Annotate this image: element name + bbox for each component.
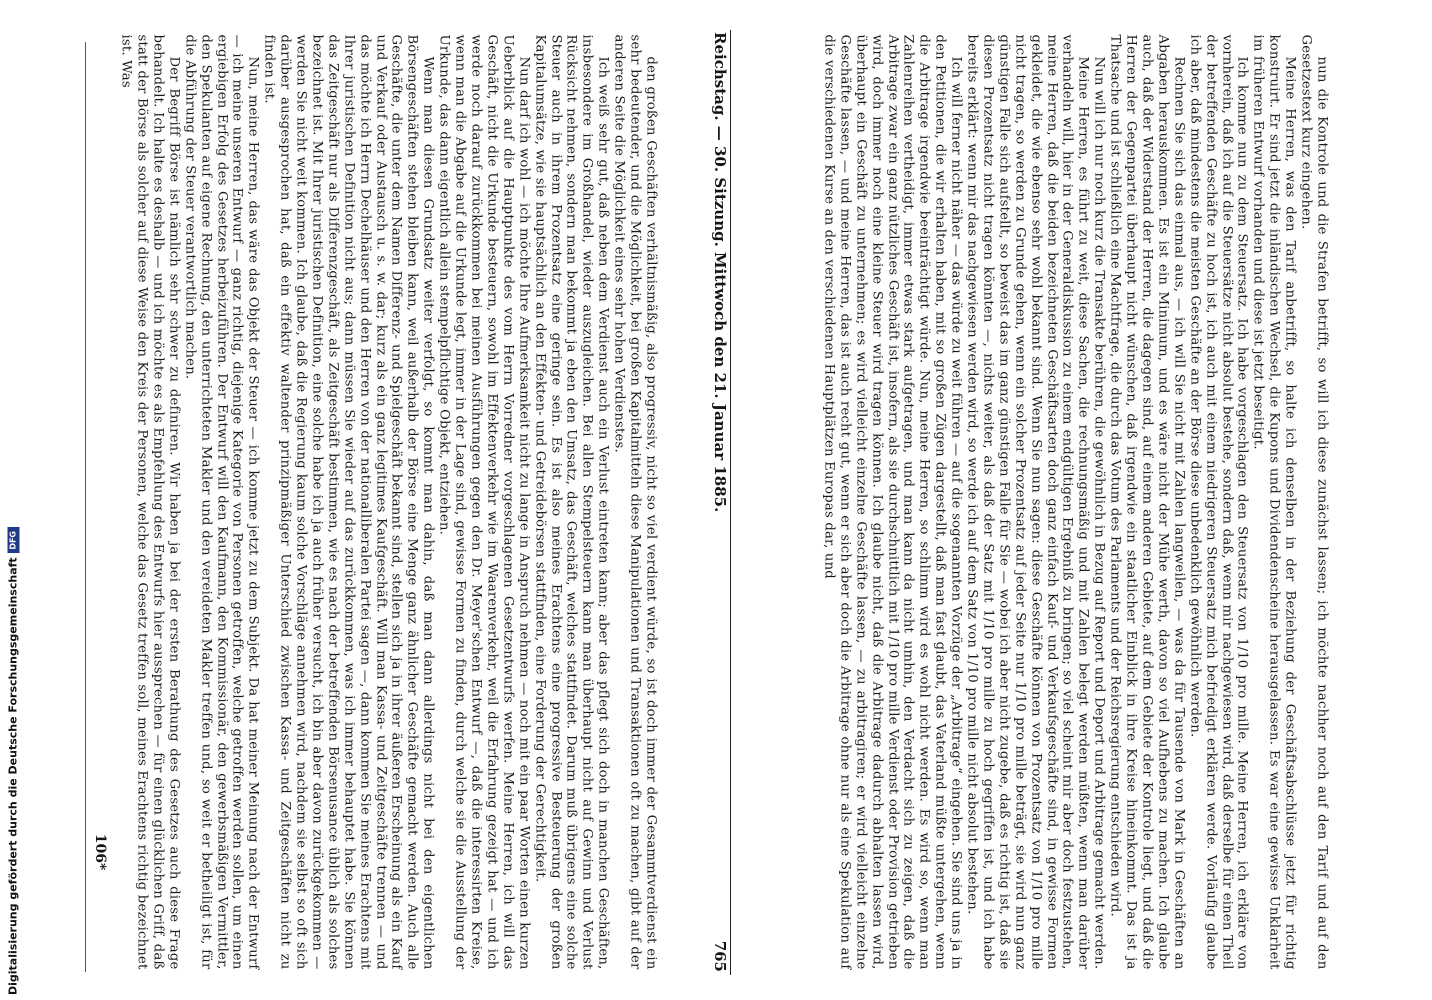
- paragraph: Ich komme nun zu dem Steuersatz. Ich habe vorgeschlagen den Steuersatz von 1/10 pro mille. Meine Herren, ich erkläre von vornherein, daß ich auf die Steuersätze nicht absolut bestehe, sondern daß, wenn mir nachgewiesen wird, daß derselbe für einen Theil der betreffenden Geschäfte zu hoch ist, ich auch mit einem niedrigeren Steuersatz mich befriedigt erklären werde. Vorläufig glaube ich aber, daß mindestens die meisten Geschäfte an der Börse diese unbedenklich gewöhnlich werden.: [1187, 34, 1250, 970]
- header-rule: [730, 30, 731, 975]
- newspaper-page: [40, 22, 1410, 982]
- header-title: Reichstag. — 30. Sitzung. Mittwoch den 21. Januar 1885.: [711, 32, 729, 513]
- paragraph: nun die Kontrole und die Strafen betrifft, so will ich diese zunächst lassen; ich möchte nachher noch auf den Tarif und auf den Gesetzestext kurz eingehen.: [1298, 34, 1330, 970]
- left-column: [80, 22, 695, 982]
- signature-mark: [85, 822, 115, 882]
- paragraph: Ich will ferner nicht näher — das würde zu weit führen — auf die sogenannten Vorzüge der „Arbitrage“ eingehen. Sie sind uns ja in den Petitionen, die wir erhalten haben, mit so großen Zügen dargestellt, daß man fast glaubt, das Vaterland müßte untergehen, wenn die Arbitrage irgendwie beeinträchtigt würde. Nun, meine Herren, so schlimm wird es wohl nicht werden. Es wird so, wenn man Zahlenreihen vertheidigt, immer etwas stark aufgetragen, und man kann da nicht umhin, den Verdacht sich zu zeigen, daß die Arbitrage zwar ein ganz nützliches Geschäft ist, insofern, als sie durchschnittlich mit 1/10 pro mille Verdienst oder Provision getrieben wird, doch immer noch eine kleine Steuer wird tragen können. Ich glaube nicht, daß die Arbitrage dadurch abhalten lassen wird, überhaupt ein Geschäft zu unternehmen; es wird vielleicht einzelne Geschäfte lassen, — zu arbitragiren; er wird vielleicht einzelne Geschäfte lassen, — und meine Herren, das ist auch recht gut, wenn er sich aber doch die Arbitrage ohne nur als eine Spekulation auf die verschiedenen Kurse an den verschiedenen Hauptplätzen Europas dar, und: [821, 34, 964, 970]
- paragraph: Ich weiß sehr gut, daß neben dem Verdienst auch ein Verlust eintreten kann; aber das pflegt sich doch in manchen Geschäften, insbesondere im Großhandel, wieder auszugleichen. Bei allen Stempelsteuern kann man überhaupt nicht auf Gewinn und Verlust Rücksicht nehmen, sondern man bekommt ja eben den Umsatz, das Geschäft, welches stattfindet. Darum muß übrigens eine solche Steuer auch in ihrem Prozentsatz eine geringe sein. Es ist also meines Erachtens eine progressive Besteuerung der großen Kapitalumsätze, wie sie hauptsächlich an den Effekten- und Getreidebörsen stattfinden, eine Forderung der Gerechtigkeit.: [531, 34, 611, 970]
- paragraph: den großen Geschäften verhältnismäßig, also progressiv, nicht so viel verdient würde, so ist doch immer der Gesammtverdienst ein sehr bedeutender, und die Möglichkeit, bei großen Kapitalmitteln diese Manipulationen und Transaktionen oft zu machen, gibt auf der anderen Seite die Möglichkeit eines sehr hohen Verdienstes.: [611, 34, 658, 970]
- paragraph: Nun, meine Herren, das wäre das Objekt der Steuer — ich komme jetzt zu dem Subjekt. Da hat meiner Meinung nach der Entwurf — ich meine unseren Entwurf — ganz richtig, diejenige Kategorie von Personen getroffen, welche getroffen werden sollen, um einen ergiebigen Erfolg des Gesetzes herbeizuführen. Der Entwurf will den Kaufmann, den Kommissionär, den gewerbsmäßigen Vermittler, den Spekulanten auf eigene Rechnung, den unterrichteten Makler und den vereideten Makler treffen und, so weit er betheiligt ist, für die Abführung der Steuer verantwortlich machen.: [181, 34, 261, 970]
- paragraph: Meine Herren, was den Tarif anbetrifft, so halte ich denselben in der Beziehung der Geschäftsabschlüsse jetzt für richtig konstruirt. Er sind jetzt die inländischen Wechsel, die Kupons und Dividendenscheine herausgelassen. Es war eine gewisse Unklarheit im früheren Entwurf vorhanden und diese ist jetzt beseitigt.: [1250, 34, 1298, 970]
- paragraph: Wenn man diesen Grundsatz weiter verfolgt, so kommt man dahin, daß man dann allerdings nicht bei den eigentlichen Börsengeschäften stehen bleiben kann, weil außerhalb der Börse eine Menge ganz ähnlicher Geschäfte gemacht werden. Auch alle Geschäfte, die unter dem Namen Differenz- und Spielgeschäft bekannt sind, stellen sich ja in ihrer äußeren Erscheinung als ein Kauf und Verkauf oder Austausch u. s. w. dar; kurz als ein ganz legitimes Kaufgeschäft. Will man Kassa- und Zeitgeschäfte trennen — und das möchte ich Herrn Dechelhäuser und den Herren von der nationalliberalen Partei sagen —, dann kommen Sie meines Erachtens mit Ihrer juristischen Definition nicht aus; dann müssen Sie wieder auf das zurückkommen, was ich immer behauptet habe. Sie können das Zeitgeschäft nur als Differenzgeschäft, als Zeitgeschäft bestimmen, wie es nach der betreffenden Börsenusance üblich als solches bezeichnet ist. Mit Ihrer juristischen Definition, eine solche habe ich ja auch früher versucht, ich bin aber davon zurückgekommen — werden Sie nicht weit kommen. Ich glaube, daß die Regierung kaum solche Vorschläge annehmen wird, nachdem sie selbst so oft sich darüber ausgesprochen hat, daß ein effektiv waltender prinzipmäßiger Unterschied zwischen Kassa- und Zeitgeschäften nicht zu finden ist.: [261, 34, 436, 970]
- left-column-text: [117, 35, 658, 970]
- right-column-text: [821, 35, 1330, 970]
- paragraph: Meine Herren, es führt zu weit, diese Sachen, die rechnungsmäßig und mit Zahlen belegt werden müßten, wenn man darüber verhandeln will, hier in der Generaldiskussion zu einem endgültigen Ergebniß zu bringen; so viel scheint mir aber doch festzustehen, meine Herren, daß die beiden bezeichneten Geschäftsarten doch ganz einfach Kauf- und Verkaufsgeschäfte sind, in gewisse Formen gekleidet, die wie ebenso sehr wohl bekannt sind. Wenn Sie nun sagen: diese Geschäfte können von Prozentsatz von 1/10 pro mille nicht tragen, so werden zu Grunde gehen, wenn ein solcher Prozentsatz auf jeder Seite nur 1/10 pro mille beträgt, sie wird nun ganz günstigen Falle sich aufstellt, so beweist das im ganz günstigen Falle für Sie — wobei ich aber nicht zugebe, daß es richtig ist, daß sie diesen Prozentsatz nicht tragen könnten —, nichts weiter, als daß der Satz mit 1/10 pro mille zu hoch gegriffen ist, und ich habe bereits erklärt: wenn mir das nachgewiesen werden wird, so werde ich auf dem Satz von 1/10 pro mille nicht absolut bestehen.: [964, 34, 1091, 970]
- dfg-logo: DFG: [7, 527, 19, 553]
- credit-text: Digitalisierung gefördert durch die Deutsche Forschungsgemeinschaft: [6, 557, 20, 995]
- paragraph: Nun will ich nur noch kurz die Transakte berühren, die gewöhnlich in Bezug auf Report und Deport und Arbitrage gemacht werden.: [1091, 56, 1107, 970]
- running-header: [700, 22, 740, 982]
- paragraph: Nun darf ich wohl — ich möchte Ihre Aufmerksamkeit nicht zu lange in Anspruch nehmen — noch mit ein paar Worten einen kurzen Ueberblick auf die Hauptpunkte des vom Herrn Vorredner vorgeschlagenen Gesetzentwurfs werfen. Meine Herren, ich will das Geschäft, nicht die Urkunde besteuern, sowohl im Effektenverkehr wie im Waarenverkehr, weil die Erfahrung gezeigt hat — und ich werde noch darauf zurückkommen bei meinen Ausführungen gegen den Dr. Meyer'schen Entwurf —, daß die interessirten Kreise, wenn man die Abgabe auf die Urkunde legt, immer in der Lage sind, gewisse Formen zu finden, durch welche sie die Ausstellung der Urkunde, das dann eigentlich allein stempelpflichtige Objekt, entziehen.: [436, 34, 531, 970]
- signature-text: 106*: [92, 833, 108, 871]
- digitization-credit: [0, 0, 26, 1000]
- page-number: 765: [711, 940, 729, 972]
- paragraph: Der Begriff Börse ist nämlich sehr schwer zu definiren. Wir haben ja bei der ersten Berathung des Gesetzes auch diese Frage behandelt. Ich halte es deshalb — und ich möchte es als Empfehlung des Entwurfs hier aussprechen — für einen glücklichen Griff, daß statt der Börse als solcher auf diese Weise den Kreis der Personen, welche das Gesetz treffen soll, meines Erachtens richtig bezeichnet ist. Was: [118, 34, 181, 970]
- paragraph: Rechnen Sie sich das einmal aus, — ich will Sie nicht mit Zahlen langweilen, — was da für Tausende von Mark in Geschäften an Abgaben herauskommen. Es ist ein Minimum, und es wäre nicht der Mühe werth, davon so viel Aufhebens zu machen. Ich glaube auch, daß der Widerstand der Herren, die dagegen sind, auf einem anderen Gebiete, auf dem Gebiete der Kontrole liegt, und daß die Herren der Gegenpartei überhaupt nicht wünschen, daß irgendwie ein staatlicher Einblick in ihre Kreise hineinkommt. Das ist ja Thatsache und ist schließlich eine Machtfrage, die durch das Votum des Parlaments und der Reichsregierung entschieden wird.: [1107, 34, 1187, 970]
- right-column: [740, 22, 1410, 982]
